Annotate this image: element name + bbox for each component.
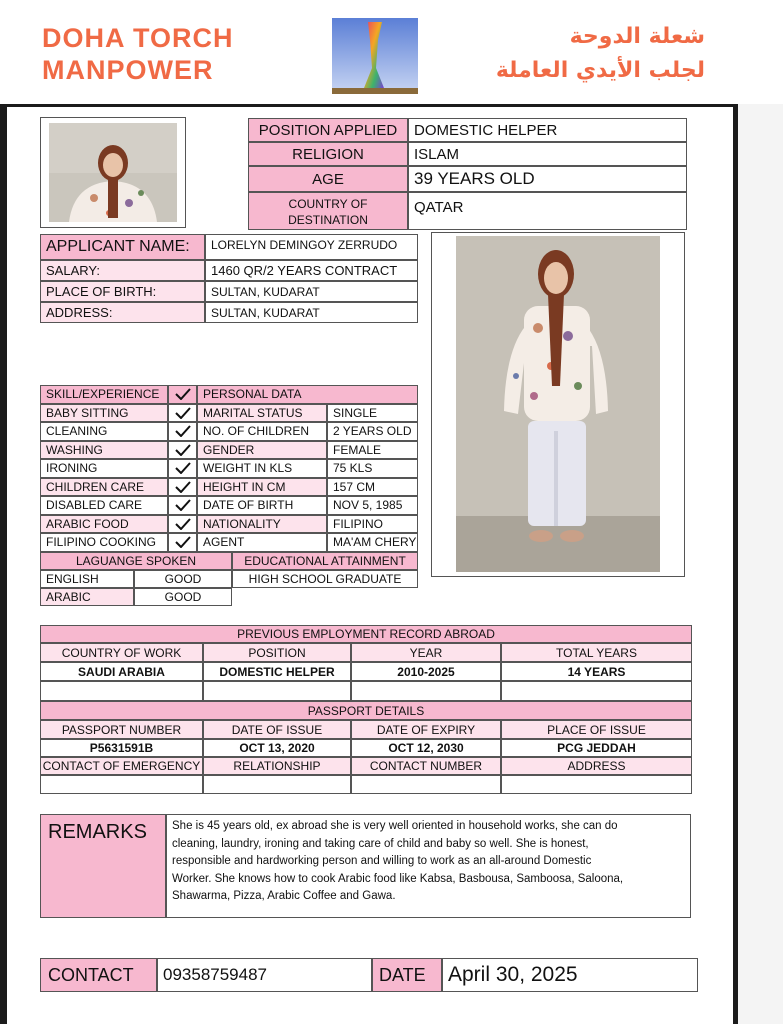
check-icon bbox=[168, 533, 197, 552]
language-name-arabic: ARABIC bbox=[40, 588, 134, 606]
employment-cell: 14 YEARS bbox=[501, 662, 692, 681]
sheet-edge-left bbox=[0, 104, 7, 1024]
remarks-line: cleaning, laundry, ironing and taking care of child and baby so well. She is honest, bbox=[172, 837, 589, 850]
employment-cell: 2010-2025 bbox=[351, 662, 501, 681]
employment-column-header: TOTAL YEARS bbox=[501, 643, 692, 662]
passport-column-header: PLACE OF ISSUE bbox=[501, 720, 692, 739]
religion-label: RELIGION bbox=[248, 142, 408, 166]
personal-value: SINGLE bbox=[327, 404, 418, 423]
country-label-line2: DESTINATION bbox=[288, 213, 368, 227]
contact-column-header: CONTACT OF EMERGENCY bbox=[40, 757, 203, 775]
personal-value: FILIPINO bbox=[327, 515, 418, 534]
torch-logo bbox=[332, 18, 418, 94]
religion-value: ISLAM bbox=[408, 142, 687, 166]
place-of-birth-label: PLACE OF BIRTH: bbox=[40, 281, 205, 302]
employment-column-header: COUNTRY OF WORK bbox=[40, 643, 203, 662]
remarks-line: She is 45 years old, ex abroad she is very well oriented in household works, she can do bbox=[172, 820, 618, 832]
sheet-edge-top bbox=[0, 104, 783, 107]
country-value-text: QATAR bbox=[414, 199, 464, 216]
skills-header: SKILL/EXPERIENCE bbox=[40, 385, 168, 404]
personal-value: 75 KLS bbox=[327, 459, 418, 478]
employment-empty-cell bbox=[351, 681, 501, 701]
skill-item: CLEANING bbox=[40, 422, 168, 441]
personal-label: NATIONALITY bbox=[197, 515, 327, 534]
passport-cell: OCT 13, 2020 bbox=[203, 739, 351, 757]
contact-column-header: CONTACT NUMBER bbox=[351, 757, 501, 775]
personal-header: PERSONAL DATA bbox=[197, 385, 418, 404]
personal-value: 2 YEARS OLD bbox=[327, 422, 418, 441]
country-destination-value bbox=[408, 192, 687, 230]
salary-label: SALARY: bbox=[40, 260, 205, 281]
skill-item: ARABIC FOOD bbox=[40, 515, 168, 534]
position-applied-label: POSITION APPLIED bbox=[248, 118, 408, 142]
small-photo-frame bbox=[40, 117, 186, 228]
personal-value: NOV 5, 1985 bbox=[327, 496, 418, 515]
personal-value: 157 CM bbox=[327, 478, 418, 497]
passport-column-header: PASSPORT NUMBER bbox=[40, 720, 203, 739]
education-value: HIGH SCHOOL GRADUATE bbox=[232, 570, 418, 588]
applicant-name-label: APPLICANT NAME: bbox=[40, 234, 205, 260]
personal-label: HEIGHT IN CM bbox=[197, 478, 327, 497]
header bbox=[0, 0, 783, 104]
employment-column-header: POSITION bbox=[203, 643, 351, 662]
skill-item: FILIPINO COOKING bbox=[40, 533, 168, 552]
position-applied-value: DOMESTIC HELPER bbox=[408, 118, 687, 142]
passport-cell: PCG JEDDAH bbox=[501, 739, 692, 757]
skill-item: BABY SITTING bbox=[40, 404, 168, 423]
employment-column-header: YEAR bbox=[351, 643, 501, 662]
remarks-text bbox=[166, 814, 691, 918]
skill-item: CHILDREN CARE bbox=[40, 478, 168, 497]
check-icon bbox=[168, 422, 197, 441]
employment-empty-cell bbox=[203, 681, 351, 701]
check-icon bbox=[168, 385, 197, 404]
remarks-line: responsible and hardworking person and willing to work as an all-around Domestic bbox=[172, 855, 592, 867]
skill-item: WASHING bbox=[40, 441, 168, 460]
age-label: AGE bbox=[248, 166, 408, 192]
check-icon bbox=[168, 404, 197, 423]
personal-label: MARITAL STATUS bbox=[197, 404, 327, 423]
contact-empty-cell bbox=[351, 775, 501, 794]
check-icon bbox=[168, 515, 197, 534]
company-name-line1: DOHA TORCH bbox=[42, 23, 234, 53]
applicant-photo-large bbox=[456, 236, 660, 572]
language-level-english: GOOD bbox=[134, 570, 232, 588]
education-header: EDUCATIONAL ATTAINMENT bbox=[232, 552, 418, 570]
personal-value: FEMALE bbox=[327, 441, 418, 460]
remarks-line: Shawarma, Pizza, Arabic Coffee and Gawa. bbox=[172, 890, 396, 902]
contact-empty-cell bbox=[40, 775, 203, 794]
date-value: April 30, 2025 bbox=[442, 958, 698, 992]
language-header: LAGUANGE SPOKEN bbox=[40, 552, 232, 570]
passport-column-header: DATE OF EXPIRY bbox=[351, 720, 501, 739]
employment-empty-cell bbox=[501, 681, 692, 701]
date-label: DATE bbox=[372, 958, 442, 992]
salary-value: 1460 QR/2 YEARS CONTRACT bbox=[205, 260, 418, 281]
age-value: 39 YEARS OLD bbox=[408, 166, 687, 192]
remarks-line: Worker. She knows how to cook Arabic food like Kabsa, Basbousa, Samboosa, Saloona, bbox=[172, 872, 624, 885]
personal-value: MA'AM CHERY bbox=[327, 533, 418, 552]
contact-empty-cell bbox=[203, 775, 351, 794]
employment-empty-cell bbox=[40, 681, 203, 701]
contact-column-header: RELATIONSHIP bbox=[203, 757, 351, 775]
passport-cell: OCT 12, 2030 bbox=[351, 739, 501, 757]
personal-label: WEIGHT IN KLS bbox=[197, 459, 327, 478]
outer-margin bbox=[738, 104, 783, 1024]
applicant-name-value: LORELYN DEMINGOY ZERRUDO bbox=[205, 234, 418, 260]
check-icon bbox=[168, 459, 197, 478]
check-icon bbox=[168, 441, 197, 460]
employment-cell: SAUDI ARABIA bbox=[40, 662, 203, 681]
check-icon bbox=[168, 478, 197, 497]
country-label-line1: COUNTRY OF bbox=[288, 197, 368, 211]
contact-value: 09358759487 bbox=[157, 958, 372, 992]
applicant-photo-small bbox=[49, 123, 177, 222]
passport-title: PASSPORT DETAILS bbox=[40, 701, 692, 720]
language-name-english: ENGLISH bbox=[40, 570, 134, 588]
personal-label: DATE OF BIRTH bbox=[197, 496, 327, 515]
place-of-birth-value: SULTAN, KUDARAT bbox=[205, 281, 418, 302]
company-name-line2: MANPOWER bbox=[42, 55, 214, 85]
personal-label: NO. OF CHILDREN bbox=[197, 422, 327, 441]
remarks-label: REMARKS bbox=[40, 814, 166, 918]
address-label: ADDRESS: bbox=[40, 302, 205, 323]
skill-item: IRONING bbox=[40, 459, 168, 478]
country-destination-label bbox=[248, 192, 408, 230]
personal-label: GENDER bbox=[197, 441, 327, 460]
employment-title: PREVIOUS EMPLOYMENT RECORD ABROAD bbox=[40, 625, 692, 643]
skill-item: DISABLED CARE bbox=[40, 496, 168, 515]
contact-column-header: ADDRESS bbox=[501, 757, 692, 775]
personal-label: AGENT bbox=[197, 533, 327, 552]
language-level-arabic: GOOD bbox=[134, 588, 232, 606]
address-value: SULTAN, KUDARAT bbox=[205, 302, 418, 323]
contact-empty-cell bbox=[501, 775, 692, 794]
check-icon bbox=[168, 496, 197, 515]
arabic-name-line1: شعلة الدوحة bbox=[569, 24, 705, 49]
passport-column-header: DATE OF ISSUE bbox=[203, 720, 351, 739]
employment-cell: DOMESTIC HELPER bbox=[203, 662, 351, 681]
arabic-name-line2: لجلب الأيدي العاملة bbox=[495, 58, 705, 83]
contact-label: CONTACT bbox=[40, 958, 157, 992]
large-photo-frame bbox=[431, 232, 685, 577]
passport-cell: P5631591B bbox=[40, 739, 203, 757]
